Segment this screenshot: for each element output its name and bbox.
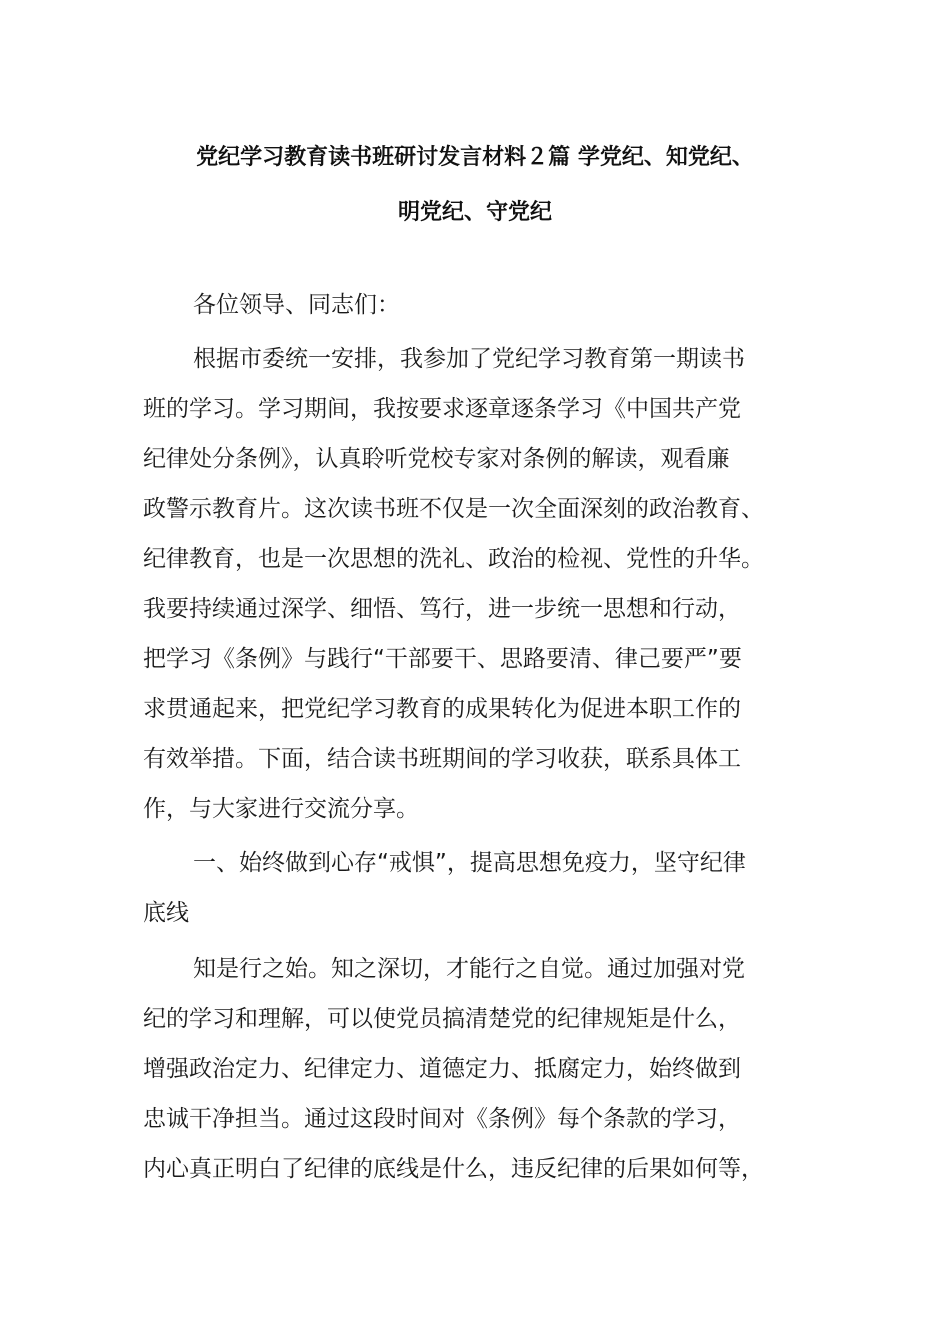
paragraph-line: 求贯通起来，把党纪学习教育的成果转化为促进本职工作的 [143, 696, 741, 722]
salutation-block [143, 280, 823, 330]
section-heading-1 [143, 838, 823, 938]
salutation: 各位领导、同志们： [193, 292, 400, 318]
paragraph-line: 知是行之始。知之深切，才能行之自觉。通过加强对党 [193, 956, 745, 982]
paragraph-line: 纪律处分条例》，认真聆听党校专家对条例的解读，观看廉 [143, 446, 730, 472]
title-line-1: 党纪学习教育读书班研讨发言材料２篇 学党纪、知党纪、 [196, 145, 754, 170]
paragraph-line: 增强政治定力、纪律定力、道德定力、抵腐定力，始终做到 [143, 1056, 741, 1082]
paragraph-intro [143, 334, 823, 834]
paragraph-line: 内心真正明白了纪律的底线是什么，违反纪律的后果如何等， [143, 1156, 764, 1182]
paragraph-line: 政警示教育片。这次读书班不仅是一次全面深刻的政治教育、 [143, 496, 764, 522]
section-heading-line: 底线 [143, 900, 189, 926]
paragraph-line: 忠诚干净担当。通过这段时间对《条例》每个条款的学习， [143, 1106, 741, 1132]
paragraph-line: 班的学习。学习期间，我按要求逐章逐条学习《中国共产党 [143, 396, 741, 422]
paragraph-line: 把学习《条例》与践行“干部要干、思路要清、律己要严”要 [143, 646, 742, 672]
section-heading-line: 一、始终做到心存“戒惧”，提高思想免疫力，坚守纪律 [193, 850, 746, 876]
paragraph-line: 作，与大家进行交流分享。 [143, 796, 419, 822]
paragraph-line: 根据市委统一安排，我参加了党纪学习教育第一期读书 [193, 346, 745, 372]
paragraph-line: 纪律教育，也是一次思想的洗礼、政治的检视、党性的升华。 [143, 546, 764, 572]
paragraph-line: 有效举措。下面，结合读书班期间的学习收获，联系具体工 [143, 746, 741, 772]
paragraph-section-1 [143, 944, 823, 1194]
title-line-2: 明党纪、守党纪 [397, 200, 552, 225]
document-title [150, 130, 800, 240]
paragraph-line: 纪的学习和理解，可以使党员搞清楚党的纪律规矩是什么， [143, 1006, 741, 1032]
paragraph-line: 我要持续通过深学、细悟、笃行，进一步统一思想和行动， [143, 596, 741, 622]
